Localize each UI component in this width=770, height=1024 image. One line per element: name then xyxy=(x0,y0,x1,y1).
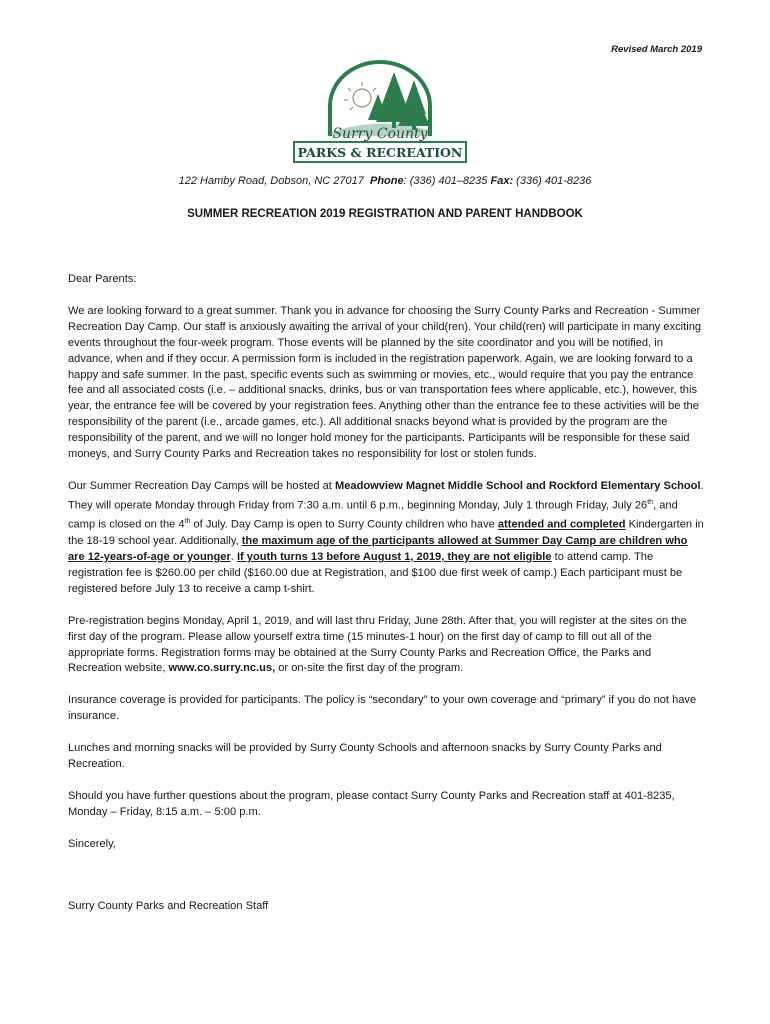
paragraph-contact: Should you have further questions about the program, please contact Surry County Parks and Recreation staff at 401-8235, Monday – Friday, 8:15 a.m. – 5:00 p.m. xyxy=(68,789,675,818)
surry-county-logo xyxy=(290,58,470,164)
website-link[interactable]: www.co.surry.nc.us, xyxy=(168,662,276,675)
fax-label: Fax: xyxy=(490,175,514,187)
paragraph-insurance: Insurance coverage is provided for participants. The policy is “secondary” to your own coverage and “primary” if you do not have insurance. xyxy=(68,694,697,723)
max-age-rule: the maximum age of the participants allowed at Summer Day Camp are children who are 12-years-of-age or younger xyxy=(68,535,688,563)
phone-number: : (336) 401–8235 xyxy=(403,175,488,187)
logo-banner-text: PARKS & RECREATION xyxy=(297,145,463,160)
document-title: SUMMER RECREATION 2019 REGISTRATION AND PARENT HANDBOOK xyxy=(187,208,583,220)
fax-number: (336) 401-8236 xyxy=(513,175,592,187)
address-line xyxy=(0,175,770,187)
paragraph-intro: We are looking forward to a great summer. Thank you in advance for choosing the Surry County Parks and Recreation - Summer Recreation Day Camp. Our staff is anxiously awaiting the arrival of your child(ren). Your child(ren) will participate in many exciting events throughout the four-week program. Those events will be planned by the site coordinator and you will be notified, in advance, when and if they occur. A permission form is included in the registration paperwork. Again, we are looking forward to a happy and safe summer. In the past, specific events such as swimming or movies, etc., would require that you pay the entrance fee and all associated costs (i.e. – additional snacks, drinks, bus or van transportation fees where applicable, etc.), however, this year, the entrance fee will be covered by your registration fees. Anything other than the entrance fee to these activities will be the responsibility of the parent (i.e., arcade games, etc.). All additional snacks beyond what is provided by the program are the responsibility of the parent, and we will no longer hold money for the participants. Participants will be responsible for these said moneys, and Surry County Parks and Recreation takes no responsibility for lost or stolen funds. xyxy=(68,304,702,461)
eligibility-requirement: attended and completed xyxy=(497,519,626,532)
sun-icon xyxy=(344,82,376,110)
paragraph-camp-details: Our Summer Recreation Day Camps will be hosted at Meadowview Magnet Middle School and Rockford Elementary School. They will operate Monday through Friday from 7:30 a.m. until 6 p.m., beginning Monday, July 1 through Friday, July 26th, and camp is closed on the 4th of July. Day Camp is open to Surry County children who have attended and completed Kindergarten in the 18-19 school year. Additionally, the maximum age of the participants allowed at Summer Day Camp are children who are 12-years-of-age or younger. If youth turns 13 before August 1, 2019, they are not eligible to attend camp. The registration fee is $260.00 per child ($160.00 due at Registration, and $100 due first week of camp.) Each participant must be registered before July 13 to receive a camp t-shirt. xyxy=(68,479,704,595)
signature: Surry County Parks and Recreation Staff xyxy=(68,899,269,912)
paragraph-registration: Pre-registration begins Monday, April 1, 2019, and will last thru Friday, June 28th. After that, you will register at the sites on the first day of the program. Please allow yourself extra time (15 minutes-1 hour) on the first day of camp to fill out all of the appropriate forms. Registration forms may be obtained at the Surry County Parks and Recreation Office, the Parks and Recreation website, www.co.surry.nc.us, or on-site the first day of the program. xyxy=(68,614,687,675)
paragraph-meals: Lunches and morning snacks will be provided by Surry County Schools and afternoon snacks by Surry County Parks and Recreation. xyxy=(68,742,662,771)
salutation: Dear Parents: xyxy=(68,273,137,285)
camp-locations: Meadowview Magnet Middle School and Rockford Elementary School xyxy=(334,479,701,492)
closing: Sincerely, xyxy=(68,837,116,850)
age-cutoff-rule: If youth turns 13 before August 1, 2019, they are not eligible xyxy=(236,550,552,563)
letter-body xyxy=(68,272,704,931)
street-address: 122 Hamby Road, Dobson, NC 27017 xyxy=(178,175,364,187)
phone-label: Phone xyxy=(370,175,404,187)
logo-script-text: Surry County xyxy=(332,126,428,142)
revised-date: Revised March 2019 xyxy=(611,44,702,55)
